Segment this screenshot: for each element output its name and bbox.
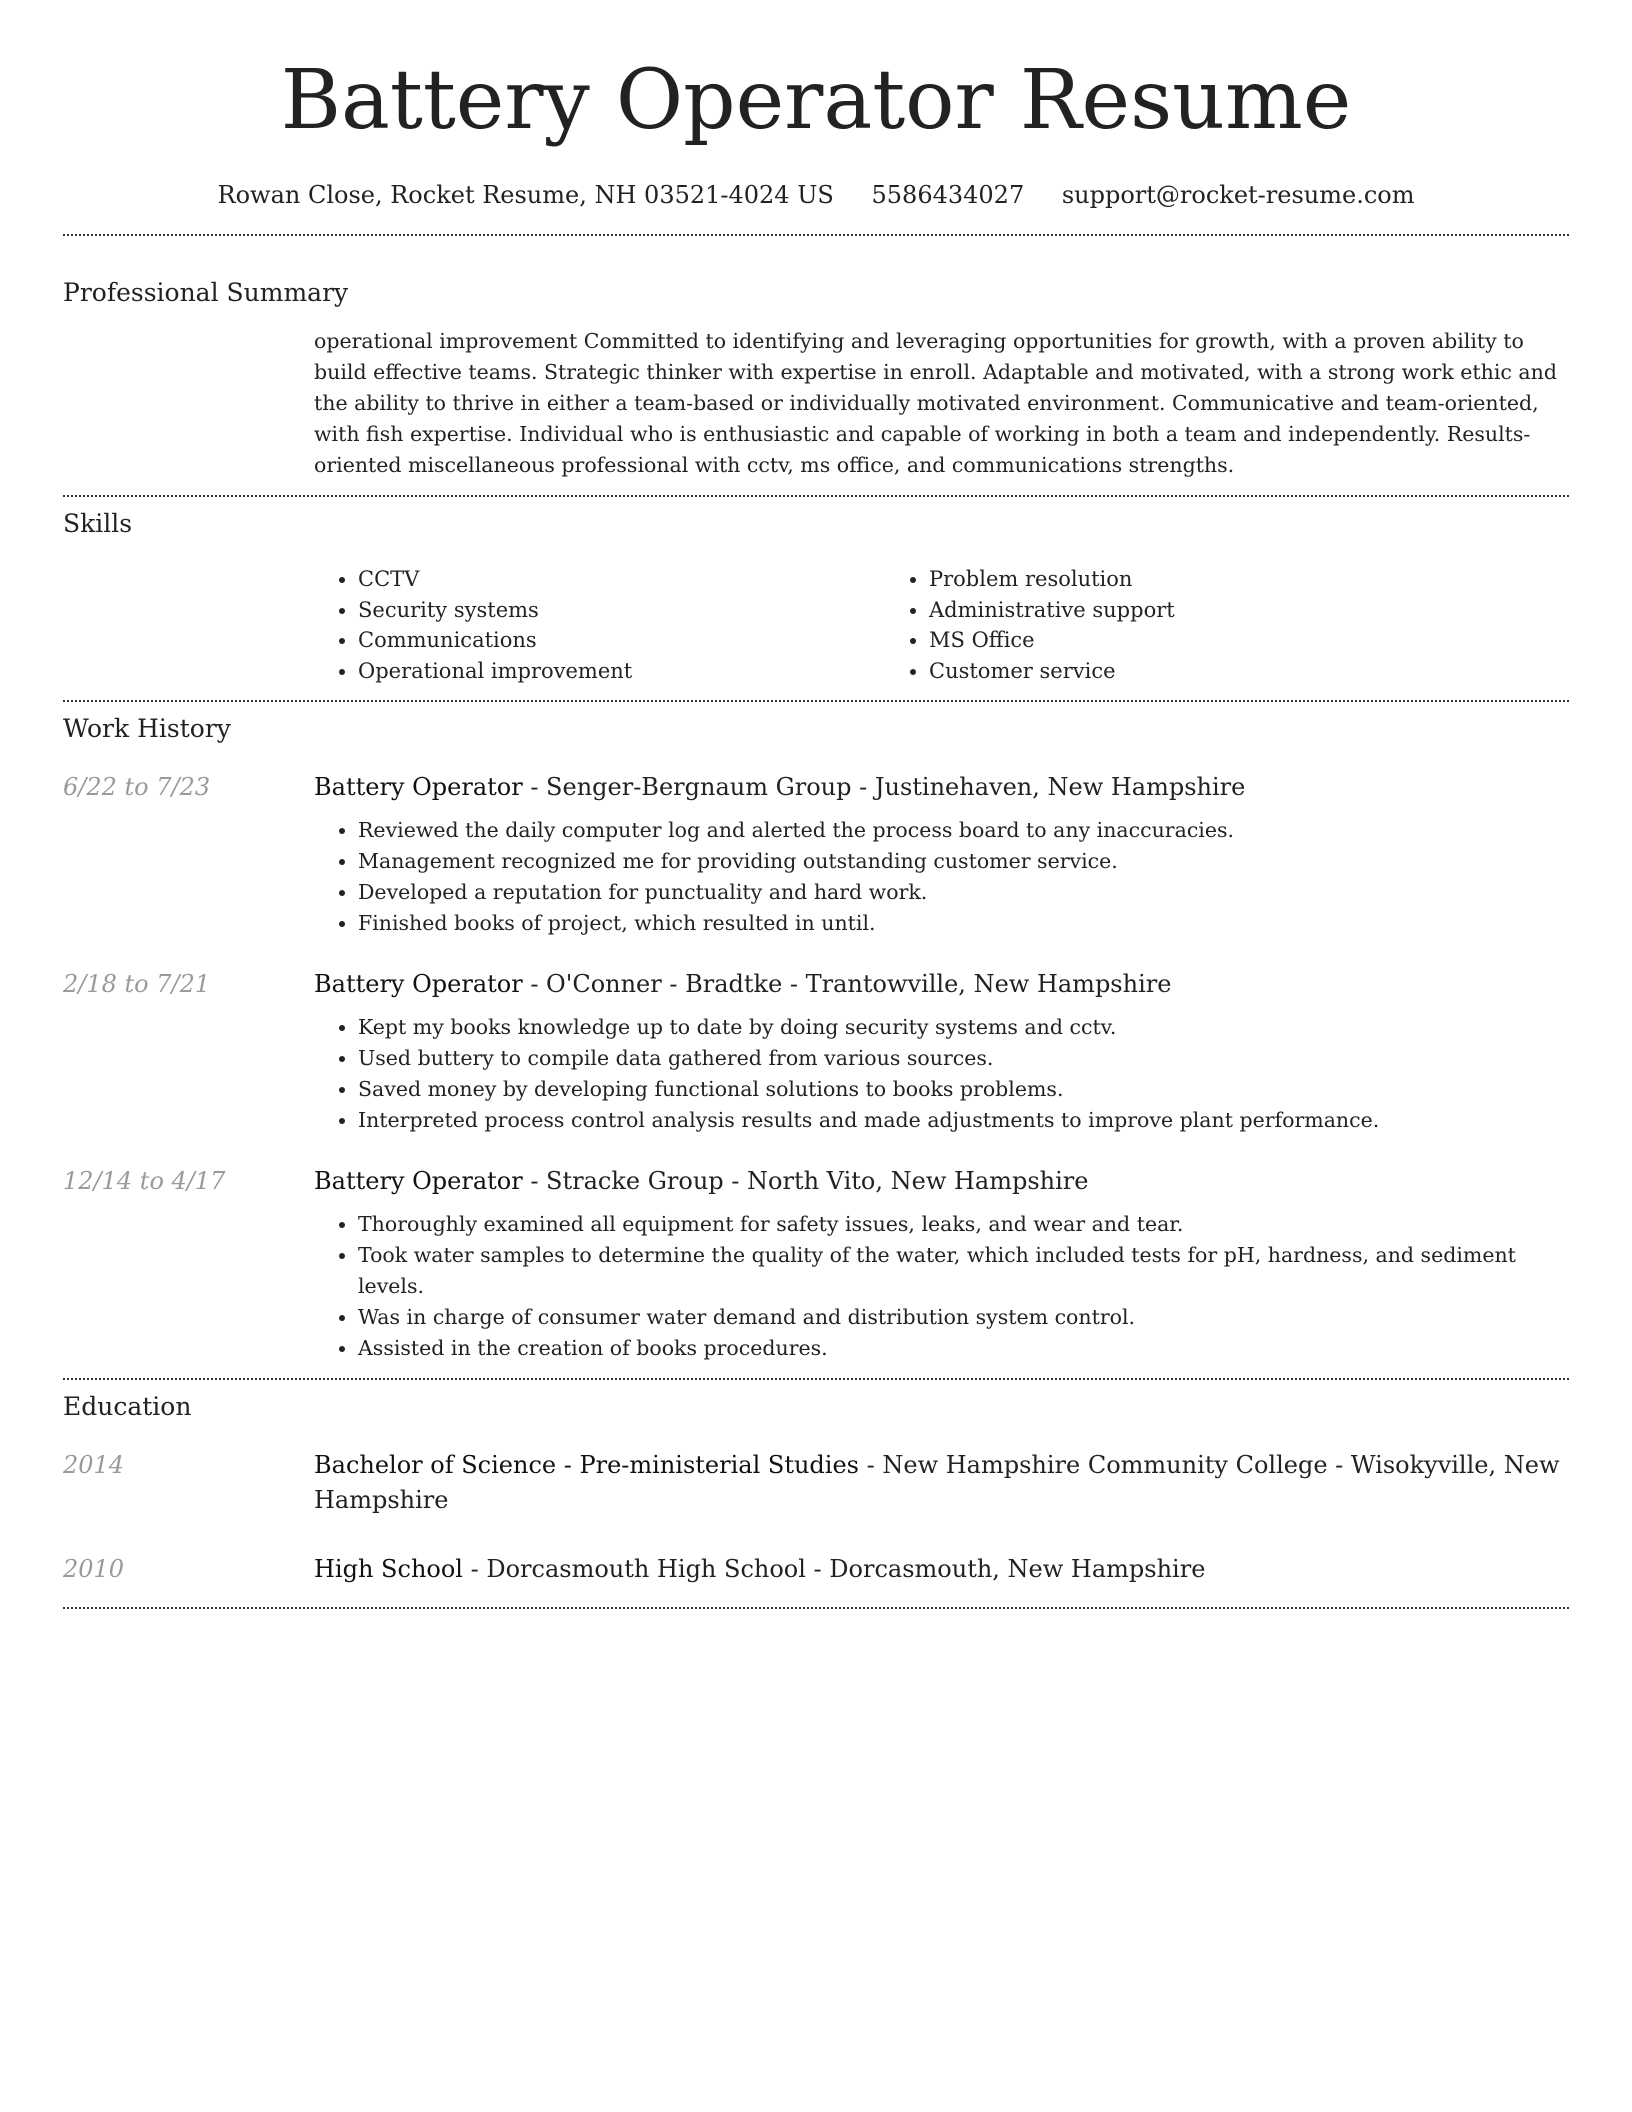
- list-item: • Developed a reputation for punctuality and hard work.: [358, 877, 1569, 908]
- job-employer-location: - O'Conner - Bradtke - Trantowville, New Hampshire: [522, 970, 1172, 998]
- list-item: • Assisted in the creation of books procedures.: [358, 1333, 1569, 1364]
- school-location: - New Hampshire Community College - Wisokyville, New Hampshire: [314, 1451, 1560, 1514]
- skill-item: • MS Office: [929, 625, 1456, 656]
- school-location: - Dorcasmouth High School - Dorcasmouth, New Hampshire: [462, 1555, 1206, 1583]
- divider: [63, 1378, 1569, 1380]
- divider: [63, 495, 1569, 497]
- list-item: • Saved money by developing functional solutions to books problems.: [358, 1074, 1569, 1105]
- divider: [63, 1607, 1569, 1609]
- education-year: 2014: [63, 1451, 125, 1479]
- job-entry: [63, 1164, 1569, 1364]
- skill-item: • Operational improvement: [358, 656, 885, 687]
- education-heading: [314, 1448, 1569, 1518]
- contact-line: [63, 180, 1569, 210]
- summary-text: operational improvement Committed to identifying and leveraging opportunities for growth, with a proven ability to build effective teams. Strategic thinker with expertise in enroll. Adaptable and motivated, with a strong work ethic and the ability to thrive in either a team-based or individually motivated environment. Communicative and team-oriented, with fish expertise. Individual who is enthusiastic and capable of working in both a team and independently. Results-oriented miscellaneous professional with cctv, ms office, and communications strengths.: [314, 329, 1557, 477]
- degree: High School: [314, 1555, 463, 1583]
- list-item: • Interpreted process control analysis results and made adjustments to improve plant performance.: [358, 1105, 1569, 1136]
- job-entry: [63, 770, 1569, 939]
- education-entry: [63, 1448, 1569, 1518]
- skill-item: • Security systems: [358, 595, 885, 626]
- job-employer-location: - Senger-Bergnaum Group - Justinehaven, New Hampshire: [522, 773, 1246, 801]
- section-title-education: Education: [63, 1392, 192, 1421]
- list-item: • Thoroughly examined all equipment for safety issues, leaks, and wear and tear.: [358, 1209, 1569, 1240]
- divider: [63, 234, 1569, 236]
- skills-column-left: [314, 564, 885, 686]
- job-dates: 12/14 to 4/17: [63, 1167, 226, 1195]
- address: Rowan Close, Rocket Resume, NH 03521-4024 US: [217, 181, 834, 209]
- resume-title: Battery Operator Resume: [280, 53, 1352, 148]
- job-entry: [63, 967, 1569, 1136]
- skills-column-right: [885, 564, 1456, 686]
- job-title: Battery Operator: [314, 970, 523, 998]
- job-dates: 2/18 to 7/21: [63, 970, 211, 998]
- section-title-summary: Professional Summary: [63, 278, 349, 307]
- degree: Bachelor of Science - Pre-ministerial Studies: [314, 1451, 859, 1479]
- list-item: • Was in charge of consumer water demand and distribution system control.: [358, 1302, 1569, 1333]
- phone: 5586434027: [871, 181, 1025, 209]
- job-bullets: [314, 1209, 1569, 1364]
- list-item: • Finished books of project, which resulted in until.: [358, 908, 1569, 939]
- job-employer-location: - Stracke Group - North Vito, New Hampshire: [522, 1167, 1089, 1195]
- list-item: • Reviewed the daily computer log and alerted the process board to any inaccuracies.: [358, 815, 1569, 846]
- job-title: Battery Operator: [314, 773, 523, 801]
- job-heading: [314, 1164, 1569, 1199]
- education-entry: [63, 1552, 1569, 1587]
- section-title-work-history: Work History: [63, 714, 231, 743]
- education-year: 2010: [63, 1555, 125, 1583]
- list-item: • Management recognized me for providing outstanding customer service.: [358, 846, 1569, 877]
- job-bullets: [314, 815, 1569, 939]
- skill-item: • Customer service: [929, 656, 1456, 687]
- list-item: • Used buttery to compile data gathered from various sources.: [358, 1043, 1569, 1074]
- job-title: Battery Operator: [314, 1167, 523, 1195]
- skill-item: • CCTV: [358, 564, 885, 595]
- list-item: • Took water samples to determine the quality of the water, which included tests for pH, hardness, and sediment levels.: [358, 1240, 1569, 1302]
- education-heading: [314, 1552, 1569, 1587]
- job-bullets: [314, 1012, 1569, 1136]
- skill-item: • Communications: [358, 625, 885, 656]
- email: support@rocket-resume.com: [1061, 181, 1415, 209]
- job-heading: [314, 770, 1569, 805]
- job-heading: [314, 967, 1569, 1002]
- skills-list: [314, 564, 1569, 686]
- skill-item: • Problem resolution: [929, 564, 1456, 595]
- job-dates: 6/22 to 7/23: [63, 773, 211, 801]
- skill-item: • Administrative support: [929, 595, 1456, 626]
- section-title-skills: Skills: [63, 509, 133, 538]
- list-item: • Kept my books knowledge up to date by doing security systems and cctv.: [358, 1012, 1569, 1043]
- divider: [63, 700, 1569, 702]
